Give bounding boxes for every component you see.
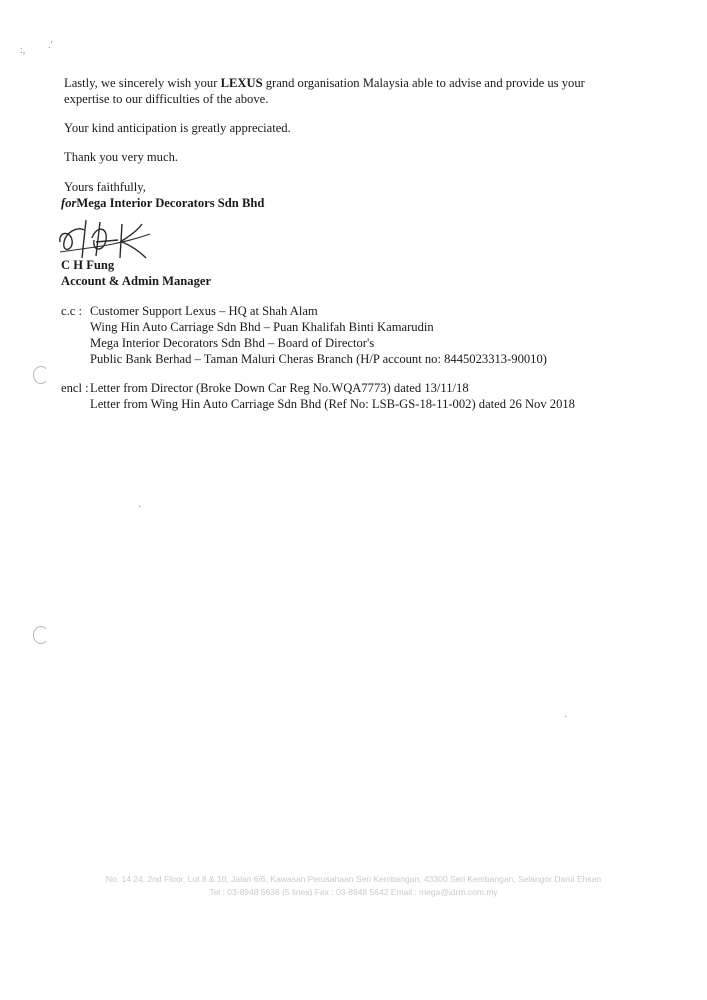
- scan-speck: ·: [138, 502, 142, 513]
- thanks-line: Thank you very much.: [64, 150, 179, 164]
- company-line: [61, 195, 264, 211]
- for-word: for: [61, 196, 77, 210]
- cc-item: Public Bank Berhad – Taman Maluri Cheras Branch (H/P account no: 8445023313-90010): [90, 352, 547, 366]
- footer-contact: Tel : 03-8948 5638 (5 lines) Fax : 03-8948 5642 Email : mega@idrm.com.my: [209, 887, 498, 897]
- cc-label: c.c :: [61, 304, 82, 318]
- closing-text: Lastly, we sincerely wish your: [64, 76, 221, 90]
- closing-paragraph-line1: [64, 75, 585, 91]
- appreciation-line: Your kind anticipation is greatly appreciated.: [64, 121, 291, 135]
- scan-speck: :,: [20, 45, 26, 56]
- footer-address: No. 14 24, 2nd Floor, Lot 8 & 10, Jalan 6/6, Kawasan Perusahaan Seri Kembangan, 43300 Seri Kembangan, Selangor Darul Ehsan: [105, 874, 602, 884]
- cc-item: Wing Hin Auto Carriage Sdn Bhd – Puan Khalifah Binti Kamarudin: [90, 320, 434, 334]
- signer-title: Account & Admin Manager: [61, 274, 212, 288]
- scan-speck: .': [48, 40, 53, 51]
- encl-item: Letter from Director (Broke Down Car Reg No.WQA7773) dated 13/11/18: [90, 381, 469, 395]
- closing-text: grand organisation Malaysia able to advise and provide us your: [262, 76, 585, 90]
- punch-hole-mark: [33, 366, 49, 384]
- cc-item: Mega Interior Decorators Sdn Bhd – Board of Director's: [90, 336, 375, 350]
- closing-paragraph-line2: expertise to our difficulties of the above.: [64, 92, 269, 106]
- cc-item: Customer Support Lexus – HQ at Shah Alam: [90, 304, 318, 318]
- brand-name: LEXUS: [220, 76, 263, 90]
- encl-item: Letter from Wing Hin Auto Carriage Sdn Bhd (Ref No: LSB-GS-18-11-002) dated 26 Nov 2018: [90, 397, 575, 411]
- punch-hole-mark: [33, 626, 49, 644]
- company-name: Mega Interior Decorators Sdn Bhd: [76, 196, 265, 210]
- signer-name: C H Fung: [61, 258, 115, 272]
- encl-label: encl :: [61, 381, 89, 395]
- scan-speck: ·: [564, 712, 568, 723]
- salutation: Yours faithfully,: [64, 180, 146, 194]
